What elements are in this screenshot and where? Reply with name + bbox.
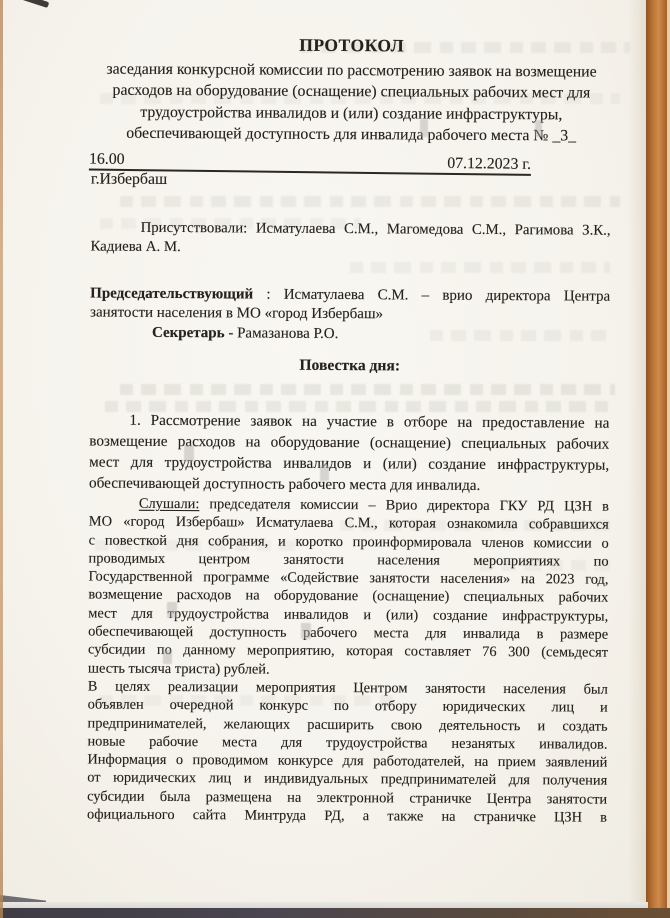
document-title: ПРОТОКОЛ — [299, 34, 405, 56]
text-line: мест для трудоустройства инвалидов и (или) создание инфраструктуры, — [89, 453, 610, 474]
page-edge-shade — [628, 0, 646, 918]
secretary-value: - Рамазанова Р.О. — [224, 324, 339, 342]
meeting-date: 07.12.2023 г. — [447, 154, 532, 173]
secretary-line — [90, 323, 610, 345]
meeting-time: 16.00 — [88, 150, 125, 168]
text-line: субсидии по данному мероприятию, которая составляет 76 300 (семьдесят — [87, 641, 609, 662]
agenda-heading: Повестка дня: — [299, 356, 401, 375]
text-line: мест для трудоустройства инвалидов и (или) создание инфраструктуры, — [88, 605, 609, 625]
scan-bottom-shadow — [0, 908, 670, 918]
text-line: В целях реализации мероприятия Центром занятости населения был — [87, 678, 608, 698]
text-line: возмещение расходов на оборудование (оснащение) специальных рабочих — [89, 432, 610, 453]
text-line: Присутствовали: Исматулаева С.М., Магомедова С.М., Рагимова З.К., — [140, 219, 611, 239]
heard-label: Слушали: — [138, 495, 200, 513]
secretary-label: Секретарь — [151, 324, 225, 341]
heard-first-line-text: председателя комиссии – Врио директора ГКУ РД ЦЗН в — [199, 496, 609, 515]
text-line: объявлен очередной конкурс по отбору юридических лиц и — [87, 696, 608, 716]
text-line: обеспечивающей доступность для инвалида рабочего места № _3_ — [126, 124, 577, 145]
text-line: возмещение расходов на оборудование (оснащение) специальных рабочих — [88, 586, 609, 607]
heard-paragraph — [88, 495, 609, 681]
chair-label: Председательствующий — [90, 285, 254, 303]
text-line: шесть тысяча триста) рублей. — [87, 660, 270, 678]
text-line: с повесткой дня собрания, и коротко проинформировала членов комиссии о — [88, 532, 609, 552]
text-line: официального сайта Минтруда РД, а также на страничке ЦЗН в — [86, 806, 608, 826]
text-line: Кадиева А. М. — [90, 238, 181, 256]
text-line: Информация о проводимом конкурсе для работодателей, на прием заявлений — [87, 751, 608, 771]
text-line: обеспечивающей доступность рабочего места для инвалида в размере — [88, 623, 609, 643]
text-line: обеспечивающей доступность рабочего места для инвалида. — [88, 474, 481, 494]
chair-line-2: занятости населения в МО «город Избербаш» — [90, 304, 384, 323]
meeting-city: г.Избербаш — [90, 170, 168, 188]
chair-value: : Исматулаева С.М. – врио директора Центра — [253, 286, 611, 305]
text-line: от юридических лиц и индивидуальных предпринимателей для получения — [87, 769, 608, 790]
text-line: субсидии была размещена на электронной страничке Центра занятости — [87, 788, 608, 808]
body-paragraph — [87, 678, 608, 828]
agenda-item-1 — [89, 410, 610, 497]
text-line: расходов на оборудование (оснащение) специальных рабочих мест для — [112, 81, 591, 102]
text-line: Государственной программе «Содействие занятости населения» на 2023 год, — [88, 568, 609, 588]
text-line: проводимых центром занятости населения мероприятиях по — [88, 550, 609, 570]
text-line: предпринимателей, желающих расширить свою деятельность и создать — [87, 715, 608, 735]
page-left-edge — [0, 0, 3, 918]
text-line: заседания конкурсной комиссии по рассмотрению заявок на возмещение — [106, 60, 597, 81]
text-line: новые рабочие места для трудоустройства незанятых инвалидов. — [87, 733, 608, 753]
text-line: трудоустройства инвалидов и (или) создание инфраструктуры, — [140, 103, 563, 123]
officials-block — [90, 285, 610, 346]
desk-edge-strip — [646, 0, 667, 918]
text-line: 1. Рассмотрение заявок на участие в отборе на предоставление на — [129, 411, 610, 432]
text-line: МО «город Избербаш» Исматулаева С.М., которая ознакомила собравшихся — [88, 513, 609, 533]
attendees-paragraph — [90, 219, 610, 261]
document-subtitle — [91, 59, 612, 147]
